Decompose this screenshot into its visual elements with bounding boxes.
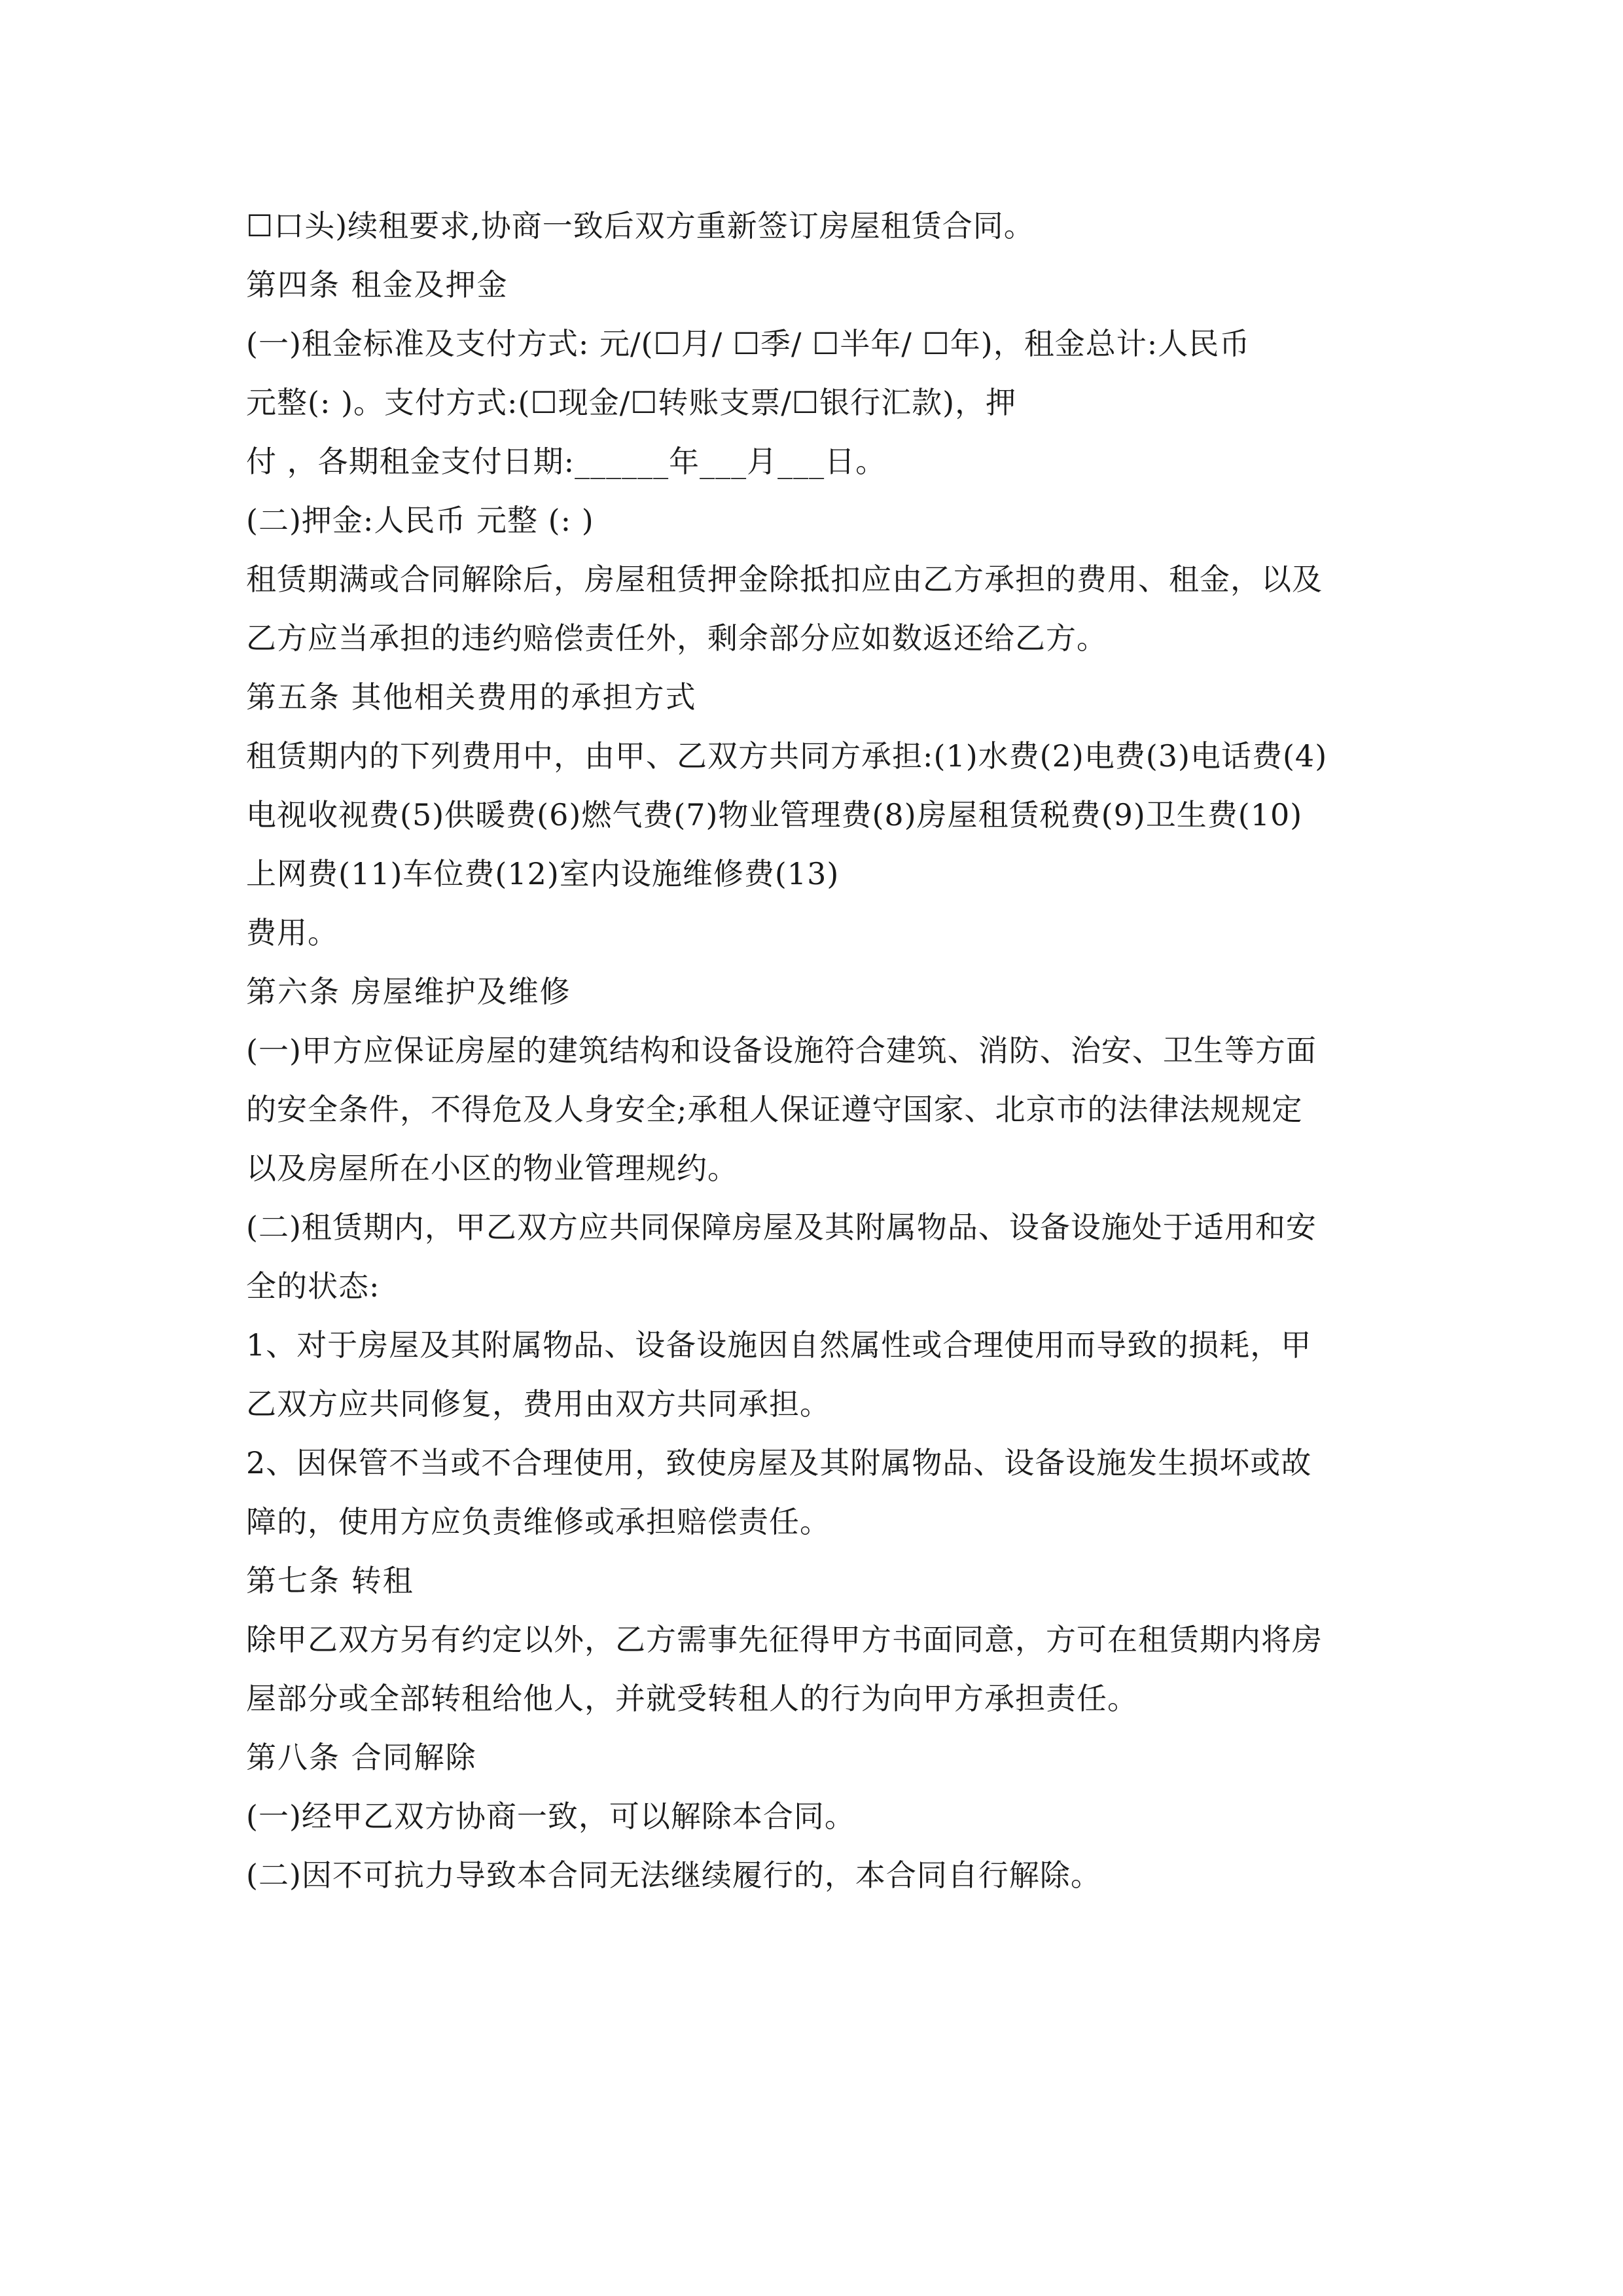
- text-line: 付 ，各期租金支付日期:______年___月___日。: [246, 444, 887, 479]
- text-line: 费用。: [246, 915, 338, 950]
- document-body: [246, 196, 1388, 1905]
- article-7-heading: 第七条 转租: [246, 1563, 414, 1598]
- article-6-heading: 第六条 房屋维护及维修: [246, 974, 571, 1009]
- text-line: (一)甲方应保证房屋的建筑结构和设备设施符合建筑、消防、治安、卫生等方面: [246, 1033, 1317, 1068]
- text-line: 租赁期内的下列费用中，由甲、乙双方共同方承担:(1)水费(2)电费(3)电话费(4): [246, 738, 1328, 774]
- text-line: 元整(: )。支付方式:(☐现金/☐转账支票/☐银行汇款)，押: [246, 385, 1017, 420]
- text-line: 1、对于房屋及其附属物品、设备设施因自然属性或合理使用而导致的损耗，甲: [246, 1327, 1312, 1363]
- text-line: 除甲乙双方另有约定以外，乙方需事先征得甲方书面同意，方可在租赁期内将房: [246, 1622, 1323, 1657]
- text-line: 电视收视费(5)供暖费(6)燃气费(7)物业管理费(8)房屋租赁税费(9)卫生费(10): [246, 797, 1303, 833]
- article-5-heading: 第五条 其他相关费用的承担方式: [246, 679, 697, 715]
- text-line: 租赁期满或合同解除后，房屋租赁押金除抵扣应由乙方承担的费用、租金，以及: [246, 562, 1323, 597]
- article-4-heading: 第四条 租金及押金: [246, 267, 508, 302]
- text-line: (二)租赁期内，甲乙双方应共同保障房屋及其附属物品、设备设施处于适用和安: [246, 1210, 1317, 1245]
- text-line: (二)因不可抗力导致本合同无法继续履行的，本合同自行解除。: [246, 1857, 1101, 1893]
- text-line: 的安全条件，不得危及人身安全;承租人保证遵守国家、北京市的法律法规规定: [246, 1092, 1303, 1127]
- text-line: (二)押金:人民币 元整 (: ): [246, 503, 594, 538]
- text-line: 以及房屋所在小区的物业管理规约。: [246, 1151, 738, 1186]
- text-line: 全的状态:: [246, 1268, 380, 1304]
- text-line: 乙双方应共同修复，费用由双方共同承担。: [246, 1386, 830, 1422]
- text-line: (一)经甲乙双方协商一致，可以解除本合同。: [246, 1799, 855, 1834]
- text-line: ☐口头)续租要求,协商一致后双方重新签订房屋租赁合同。: [246, 208, 1035, 243]
- article-8-heading: 第八条 合同解除: [246, 1740, 477, 1775]
- text-line: 上网费(11)车位费(12)室内设施维修费(13): [246, 856, 840, 891]
- text-line: (一)租金标准及支付方式: 元/(☐月/ ☐季/ ☐半年/ ☐年)，租金总计:人民币: [246, 326, 1251, 361]
- text-line: 障的，使用方应负责维修或承担赔偿责任。: [246, 1504, 830, 1539]
- text-line: 乙方应当承担的违约赔偿责任外，剩余部分应如数返还给乙方。: [246, 620, 1107, 656]
- text-line: 2、因保管不当或不合理使用，致使房屋及其附属物品、设备设施发生损坏或故: [246, 1445, 1312, 1480]
- text-line: 屋部分或全部转租给他人，并就受转租人的行为向甲方承担责任。: [246, 1681, 1138, 1716]
